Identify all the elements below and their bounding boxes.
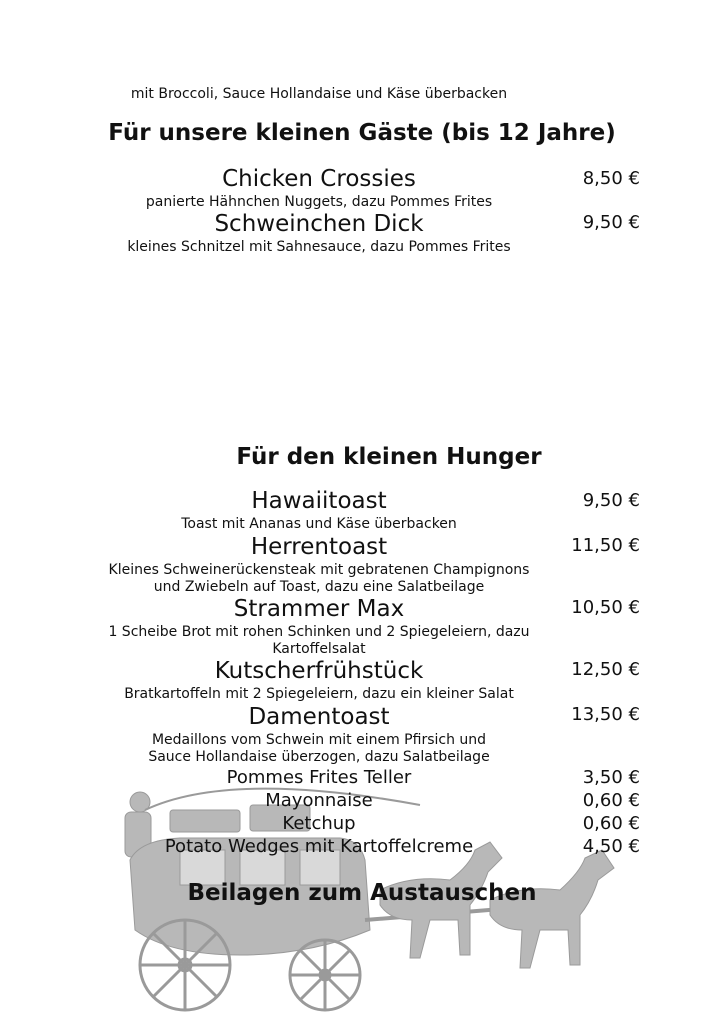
menu-item-price: 10,50 € <box>571 597 640 618</box>
menu-item-price: 0,60 € <box>582 813 640 834</box>
menu-item-name: Schweinchen Dick <box>214 211 424 237</box>
menu-item-name: Potato Wedges mit Kartoffelcreme <box>164 836 474 857</box>
menu-item-desc: Bratkartoffeln mit 2 Spiegeleiern, dazu ein kleiner Salat <box>124 686 514 702</box>
menu-item-name: Mayonnaise <box>265 790 373 811</box>
menu-item-price: 11,50 € <box>571 535 640 556</box>
menu-item-name: Chicken Crossies <box>222 166 416 192</box>
menu-item-desc: kleines Schnitzel mit Sahnesauce, dazu Pommes Frites <box>127 239 511 255</box>
menu-item-name: Ketchup <box>282 813 356 834</box>
menu-item-price: 9,50 € <box>582 490 640 511</box>
menu-item-name: Kutscherfrühstück <box>214 658 424 684</box>
menu-item-price: 4,50 € <box>582 836 640 857</box>
menu-item-desc: Kleines Schweinerückensteak mit gebratenen Champignons <box>108 562 530 578</box>
menu-item-price: 9,50 € <box>582 212 640 233</box>
menu-item-name: Pommes Frites Teller <box>226 767 412 788</box>
intro-line: mit Broccoli, Sauce Hollandaise und Käse überbacken <box>130 86 508 102</box>
menu-item-name: Damentoast <box>248 704 390 730</box>
section-title-snacks: Für den kleinen Hunger <box>236 444 542 470</box>
menu-item-desc: panierte Hähnchen Nuggets, dazu Pommes Frites <box>145 194 493 210</box>
menu-item-desc: und Zwiebeln auf Toast, dazu eine Salatbeilage <box>153 579 485 595</box>
section-title-sides: Beilagen zum Austauschen <box>187 880 537 906</box>
menu-item-name: Hawaiitoast <box>251 488 387 514</box>
menu-item-name: Strammer Max <box>233 596 405 622</box>
menu-item-price: 8,50 € <box>582 168 640 189</box>
menu-item-desc: Sauce Hollandaise überzogen, dazu Salatbeilage <box>148 749 490 765</box>
menu-item-name: Herrentoast <box>250 534 388 560</box>
menu-item-desc: Toast mit Ananas und Käse überbacken <box>181 516 457 532</box>
menu-item-price: 3,50 € <box>582 767 640 788</box>
menu-item-price: 0,60 € <box>582 790 640 811</box>
menu-item-price: 12,50 € <box>571 659 640 680</box>
menu-item-desc: Medaillons vom Schwein mit einem Pfirsich und <box>151 732 487 748</box>
menu-item-desc: 1 Scheibe Brot mit rohen Schinken und 2 Spiegeleiern, dazu <box>108 624 530 640</box>
menu-item-desc: Kartoffelsalat <box>272 641 366 657</box>
section-title-kids: Für unsere kleinen Gäste (bis 12 Jahre) <box>108 120 616 146</box>
menu-item-price: 13,50 € <box>571 704 640 725</box>
